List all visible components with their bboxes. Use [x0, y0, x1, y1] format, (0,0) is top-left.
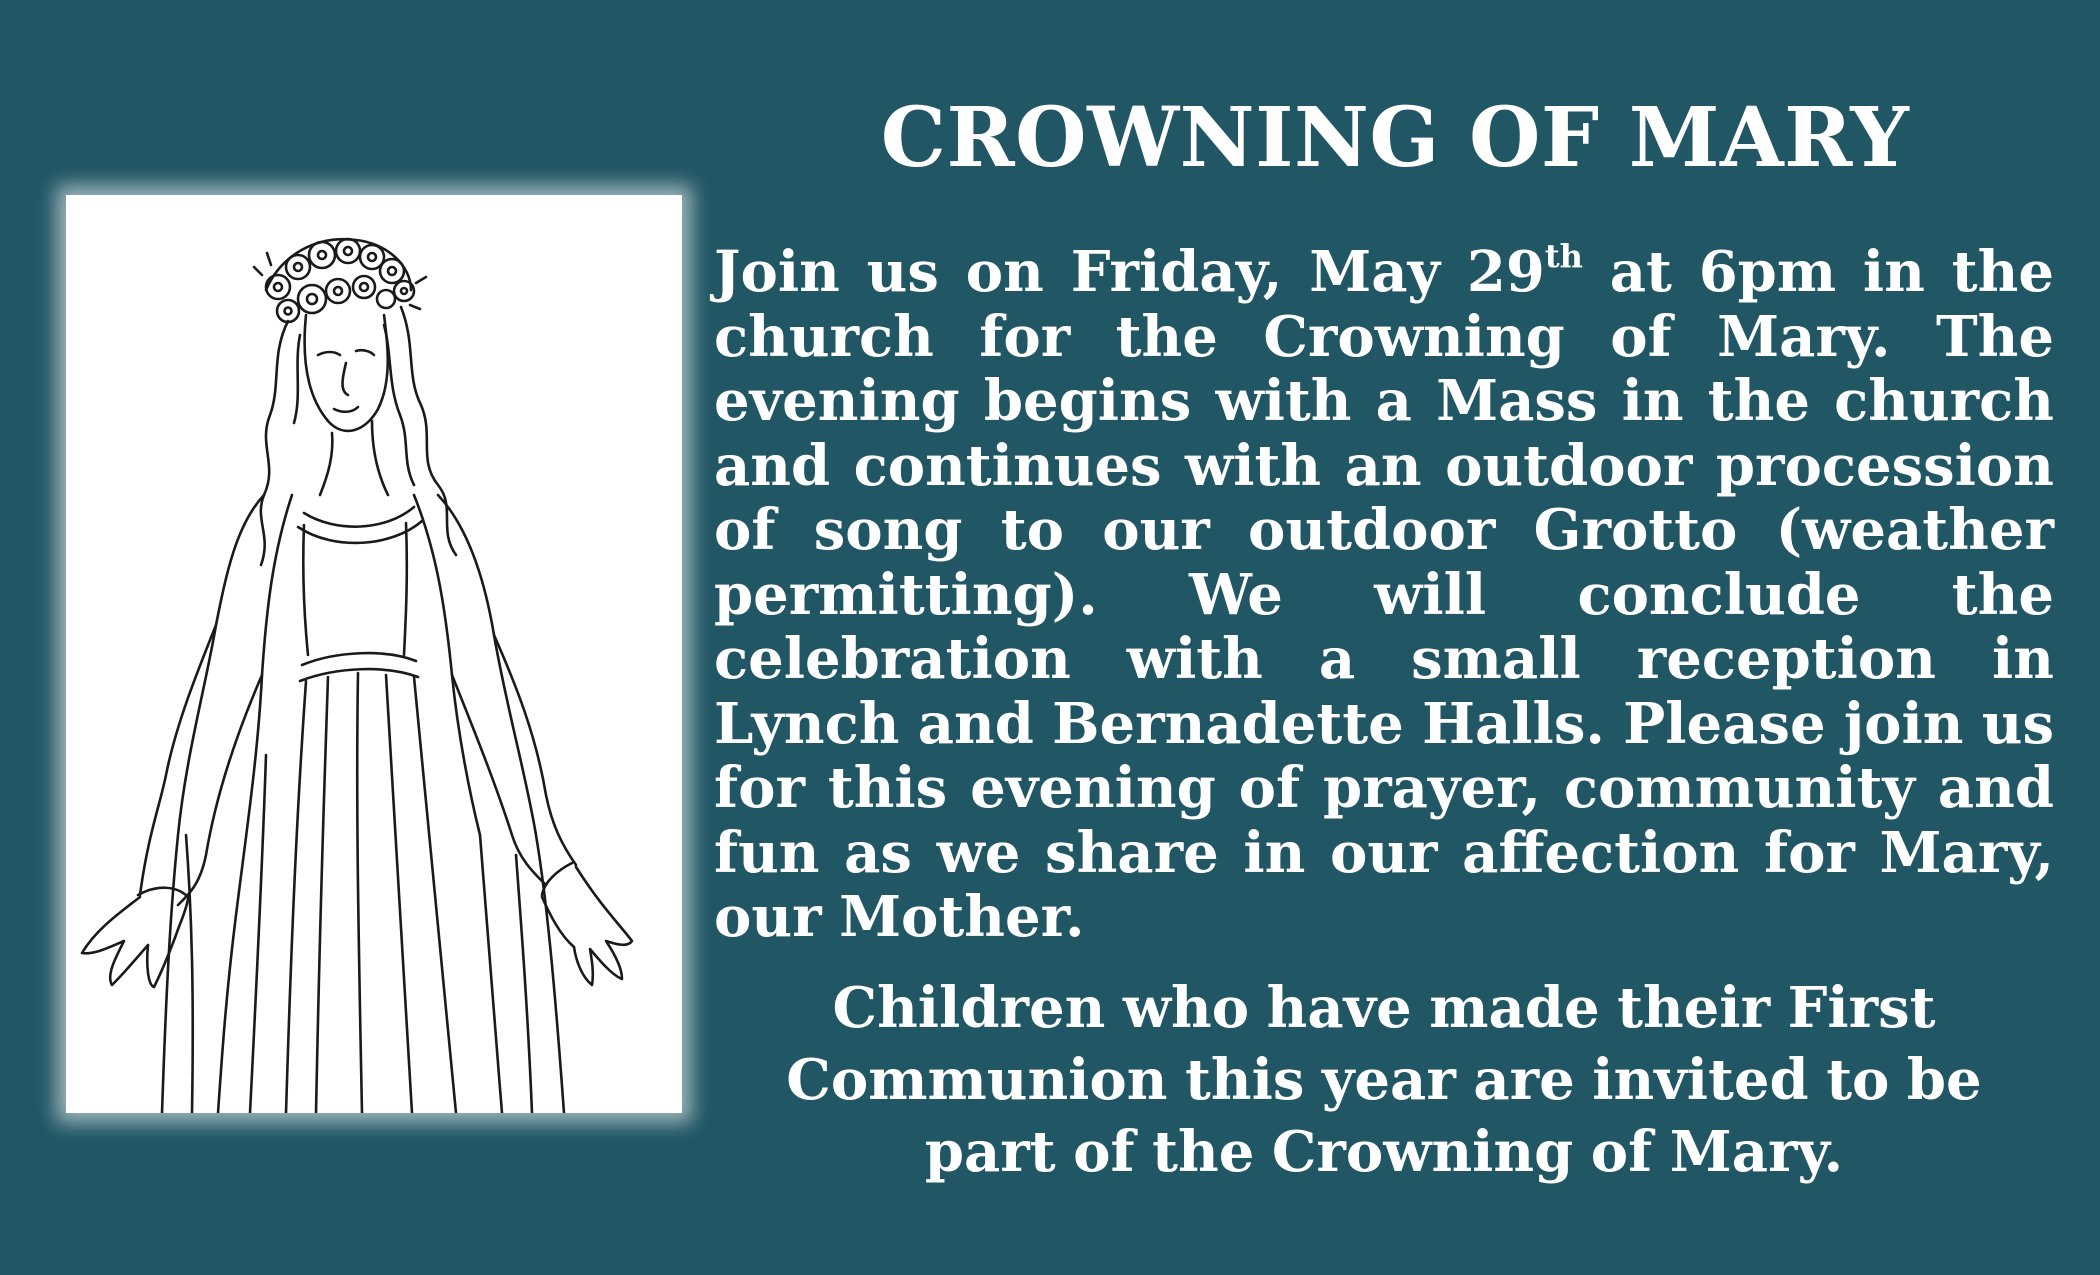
- announcement-details: at 6pm in the church for the Crowning of Mary. The evening begins with a Mass in the church and continues with an outdoor procession of song to our outdoor Grotto (weather permitting). We will conclude the celebration with a small reception in Lynch and Bernadette Halls. Please join us for this evening of prayer, community and fun as we share in our affection for Mary, our Mother.: [714, 239, 2054, 950]
- first-communion-invitation: Children who have made their First Communion this year are invited to be part of the Crowning of Mary.: [786, 975, 1982, 1185]
- page-title: CROWNING OF MARY: [880, 90, 1910, 186]
- mary-illustration: [66, 195, 682, 1113]
- announcement-text: [714, 237, 2054, 950]
- date-ordinal-suffix: th: [1544, 237, 1583, 275]
- announcement-date: Join us on Friday, May 29: [714, 239, 1545, 305]
- mary-line-drawing: [66, 195, 682, 1113]
- flower-crown: [254, 239, 426, 322]
